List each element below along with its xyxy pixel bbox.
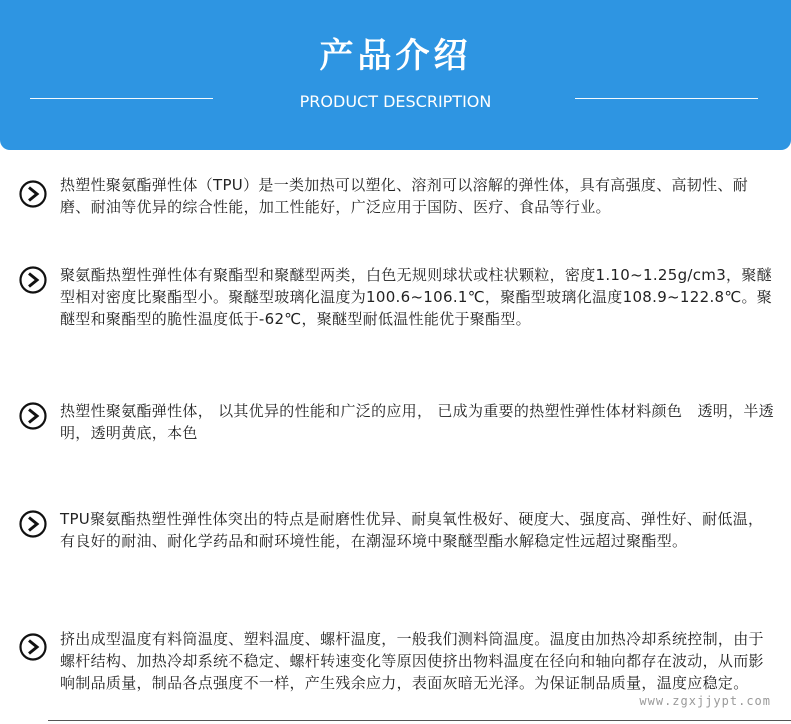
description-text: TPU聚氨酯热塑性弹性体突出的特点是耐磨性优异、耐臭氧性极好、硬度大、强度高、弹性好、耐低温，有良好的耐油、耐化学药品和耐环境性能，在潮湿环境中聚醚型酯水解稳定性远超过聚酯型。 <box>60 510 764 550</box>
description-text: 热塑性聚氨酯弹性体（TPU）是一类加热可以塑化、溶剂可以溶解的弹性体，具有高强度、高韧性、耐磨、耐油等优异的综合性能，加工性能好，广泛应用于国防、医疗、食品等行业。 <box>60 176 748 216</box>
page-subtitle: PRODUCT DESCRIPTION <box>299 92 492 111</box>
header-banner <box>0 0 791 150</box>
description-text: 热塑性聚氨酯弹性体， 以其优异的性能和广泛的应用， 已成为重要的热塑性弹性体材料颜色 透明，半透明，透明黄底，本色 <box>60 402 774 442</box>
bottom-divider <box>48 720 791 721</box>
arrow-circle-icon <box>18 265 48 295</box>
title-divider-right <box>575 98 758 99</box>
arrow-circle-icon <box>18 401 48 431</box>
page-title: 产品介绍 <box>319 36 472 76</box>
arrow-circle-icon <box>18 509 48 539</box>
watermark: www.zgxjjypt.com <box>639 694 771 708</box>
arrow-circle-icon <box>18 179 48 209</box>
description-text: 聚氨酯热塑性弹性体有聚酯型和聚醚型两类，白色无规则球状或柱状颗粒，密度1.10~1.25g/cm3，聚醚型相对密度比聚酯型小。聚醚型玻璃化温度为100.6~106.1℃，聚酯型玻璃化温度108.9~122.8℃。聚醚型和聚酯型的脆性温度低于-62℃，聚醚型耐低温性能优于聚酯型。 <box>60 266 773 328</box>
arrow-circle-icon <box>18 632 48 662</box>
description-text: 挤出成型温度有料筒温度、塑料温度、螺杆温度，一般我们测料筒温度。温度由加热冷却系统控制，由于螺杆结构、加热冷却系统不稳定、螺杆转速变化等原因使挤出物料温度在径向和轴向都存在波动，从而影响制品质量，制品各点强度不一样，产生残余应力，表面灰暗无光泽。为保证制品质量，温度应稳定。 <box>60 630 764 692</box>
